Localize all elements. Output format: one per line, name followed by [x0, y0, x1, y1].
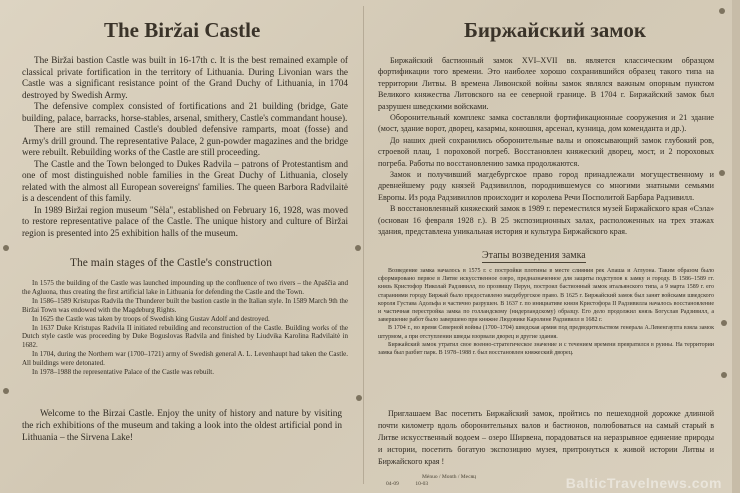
- stage-item: In 1637 Duke Kristupas Radvila II initiated rebuilding and reconstruction of the Castle. Building works of the Dutch style castle was proceeding by Duke Boguslovas Radvila and finished by Liudvika Karolina Radvilaitė in 1682.: [22, 323, 348, 350]
- invite-english: Welcome to the Birzai Castle. Enjoy the unity of history and nature by visiting the rich exhibitions of the museum and taking a look into the oldest artificial pond in Lithuania – the Sirvena Lake!: [22, 409, 342, 443]
- mounting-stud: [719, 8, 725, 14]
- title-english: The Biržai Castle: [104, 18, 261, 42]
- stage-item: In 1704, during the Northern war (1700–1721) army of Swedish general A. L. Levenhaupt had taken the Castle. All buildings were detonated.: [22, 350, 348, 368]
- stage-item: In 1586–1589 Kristupas Radvila the Thunderer built the bastion castle in the Italian style. In 1589 March 9th the Biržai Town was endowed with the Magdeburg Rights.: [22, 296, 348, 314]
- mounting-stud: [721, 372, 727, 378]
- paragraph: Оборонительный комплекс замка составляли фортификационные сооружения и 21 здание (мост, здание ворот, дворец, казармы, конюшня, арсенал, кузница, дом коменданта и др.).: [378, 113, 714, 134]
- mounting-stud: [356, 395, 362, 401]
- footer-dates: 04-09 10-03: [386, 481, 429, 487]
- stages-heading-russian: [482, 250, 586, 261]
- paragraph: The Biržai bastion Castle was built in 16-17th c. It is the best remained example of classical private fortification in the territory of Lithuania. During Livonian wars the Castle was a significant resistance point of the Grand Duchy of Lithuania, in 1704 destroyed by Swedish Army.: [22, 55, 348, 100]
- paragraph: Замок и получивший магдебургское право город принадлежали могущественному и древнейшему роду князей Радзивиллов, породнившемуся со многими знатными семьями Европы. Из рода Радзивиллов происходит и королева Речи Посполитой Барбара Радзивилл.: [378, 170, 714, 202]
- title-russian: Биржайский замок: [464, 18, 646, 42]
- paragraph: The Castle and the Town belonged to Dukes Radvila – patrons of Protestantism and one of most distinguished noble families in the Great Duchy of Lithuania, closely related with the almost all European sovereigns' families. The queen Barbora Radvilaitė is a descendent of this family.: [22, 158, 348, 203]
- invite-russian: [378, 408, 714, 468]
- stages-heading-text: Этапы возведения замка: [482, 250, 586, 261]
- stage-item: In 1575 the building of the Castle was launched impounding up the confluence of two rivers – the Apaščia and the Agluona, thus creating the first artificial lake in Lithuania for defending the Castle and the Town.: [22, 279, 348, 296]
- mounting-stud: [721, 320, 727, 326]
- mounting-stud: [3, 388, 9, 394]
- watermark: BalticTravelnews.com: [565, 475, 722, 491]
- footer-month-label: Mėnuo / Month / Месяц: [422, 474, 477, 480]
- paragraph: Биржайский бастионный замок XVI–XVII вв. является классическим образцом фортификации того времени. Это наиболее хорошо сохранившийся образец такого типа на территории Литвы. В времена Ливонской войны замок являлся важным опорным пунктом Великого княжества Литовского на ее северной границе. В 1704 г. Биржайский замок был разрушен шведскими войсками.: [378, 56, 714, 111]
- intro-russian: [378, 55, 714, 238]
- stage-item: В 1704 г., во время Северной войны (1700–1704) шведская армия под предводительством генерала А.Левенгаупта взяла замок штурмом, а при отступлении шведы взорвали дворец и другие здания.: [378, 325, 714, 340]
- stage-item: Биржайский замок утратил свое военно-стратегическое значение и с течением времени превратился в руины. На территории замка был разбит парк. В 1978–1988 г. был восстановлен княжеский дворец.: [378, 341, 714, 357]
- stages-english: [22, 279, 348, 377]
- paragraph: Приглашаем Вас посетить Биржайский замок, пройтись по пешеходной дорожке длинной почти километр вдоль оборонительных валов и бастионов, полюбоваться на самый старый в Литве искусственный водоем – озеро Ширвена, порадоваться на неразрывное единение природы и истории, посетить богатую экспозицию музея, притронуться к живой истории Литвы и Биржайского края !: [378, 409, 714, 466]
- mounting-stud: [719, 170, 725, 176]
- stages-heading-english: The main stages of the Castle's construction: [70, 257, 272, 269]
- stage-item: In 1978–1988 the representative Palace of the Castle was rebuilt.: [32, 368, 214, 377]
- paragraph: В восстановленный княжеский замок в 1989 г. переместился музей Биржайского края «Сэла» (основан 16 февраля 1928 г.). В 25 экспозиционных залах, расположенных на трех этажах здания, представлена уникальная история и культура Биржайского края.: [378, 204, 714, 237]
- paragraph: In 1989 Biržai region museum "Sėla", established on February 16, 1928, was moved to restore representative palace of the Castle. The unique history and culture of Biržai region is presented into 25 exhibition halls of the museum.: [22, 204, 348, 238]
- stage-item: In 1625 the Castle was taken by troops of Swedish king Gustav Adolf and destroyed.: [32, 314, 270, 323]
- stage-item: Возведение замка началось в 1575 г. с постройки плотины в месте слияния рек Апаша и Аглуона. Таким образом было сформировано первое в Литве искусственное озеро, предназначенное для защиты подступов к замку и городу. В 1586–1589 гг. князь Кристофор Николай Радзивилл, по прозвищу Перун, построил бастионный замок итальянского типа, а 9 марта 1589 г. его стараниями городу Биржай было предоставлено магдебургское право. В 1625 г. Биржайский замок был занят войсками шведского короля Густава Адольфа и частично разрушен. В 1637 г. по инициативе князя Кристофора II Радзивилла началось восстановление и частичная перестройка замка по голландскому (нидерландскому) образцу. Его дело продолжил князь Богуслав Радзивилл, а завершение работ было завершено при княжне Людовике Каролине Радзивилл в 1682 г.: [378, 268, 714, 324]
- intro-english: [22, 55, 348, 239]
- paragraph: There are still remained Castle's doubled defensive ramparts, moat (fosse) and Army's drill ground. The representative Palace, 2 gun-powder magazines and the bridge were rebuilt. Rebuilding works of the Castle are still proceeding.: [22, 124, 348, 157]
- paragraph: До наших дней сохранились оборонительные валы и опоясывающий замок глубокий ров, строевой плац, 1 пороховой погреб. Восстановлен княжеский дворец, мост, и 2 пороховых погреба. Работы по восстановлению замка продолжаются.: [378, 135, 714, 168]
- paragraph: The defensive complex consisted of fortifications and 21 building (bridge, Gate building, palace, barracks, horse-stables, arsenal, smithery, Castle's commandant house).: [22, 101, 348, 123]
- mounting-stud: [355, 245, 361, 251]
- column-divider: [363, 6, 364, 484]
- footer-season: [372, 474, 476, 488]
- mounting-stud: [3, 245, 9, 251]
- board-edge: [732, 0, 740, 493]
- stages-russian: [378, 267, 714, 357]
